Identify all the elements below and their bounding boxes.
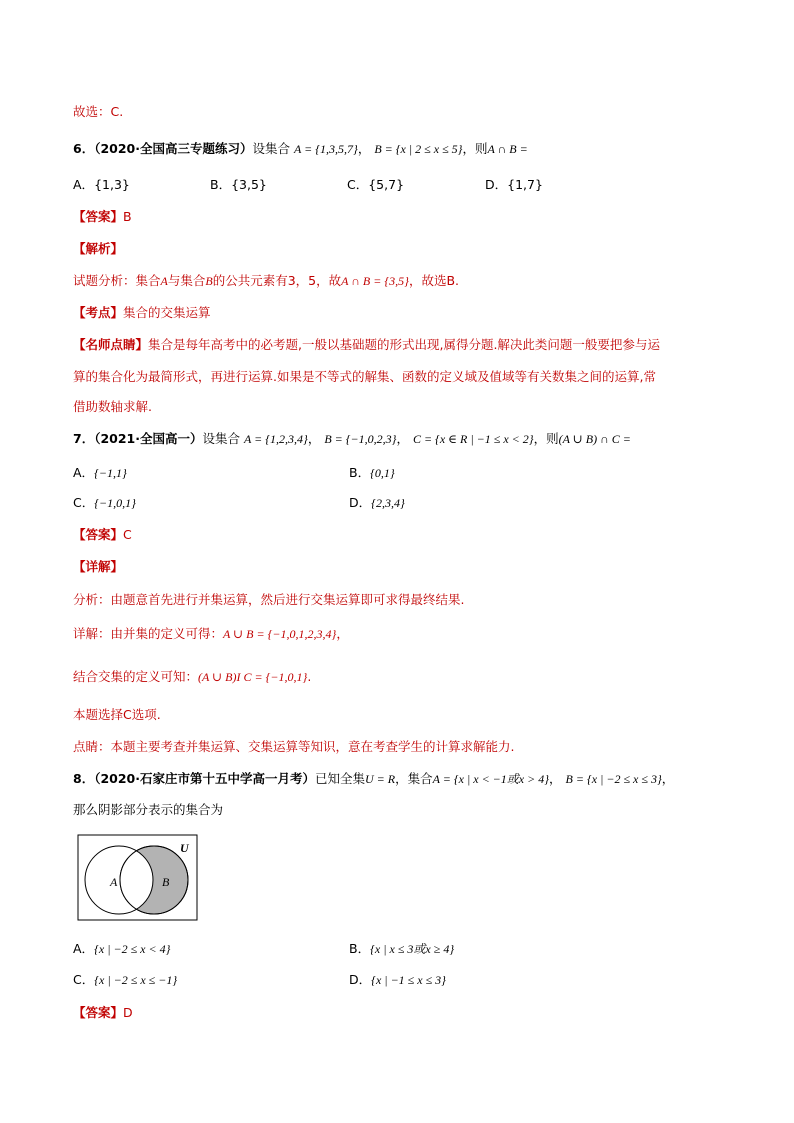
q6-option-d-text: {1,7} [507, 177, 543, 192]
q7-option-d-text: {2,3,4} [371, 496, 405, 510]
q6-kaodian-label: 【考点】 [73, 305, 124, 320]
q8-universe: U = R [365, 772, 396, 786]
q8-source: （2020·石家庄市第十五中学高一月考） [94, 771, 315, 786]
q7-source: （2021·全国高一） [94, 431, 203, 446]
q7-fenxi: 分析：由题意首先进行并集运算，然后进行交集运算即可求得最终结果. [73, 592, 465, 607]
q6-option-c-text: {5,7} [368, 177, 405, 192]
q8-stem-b: ，集合 [395, 771, 433, 786]
q6-mingshi-label: 【名师点睛】 [73, 337, 149, 352]
q6-analysis [73, 272, 459, 290]
q7-choose: 本题选择C选项. [73, 707, 161, 722]
q8-option-a-text: {x | −2 ≤ x < 4} [94, 942, 171, 956]
q7-sep2: ， [396, 431, 409, 446]
q8-stem-line1 [73, 770, 674, 788]
q8-answer [73, 1004, 133, 1022]
q6-analysis-d: ，故 [316, 273, 342, 288]
q8-stem-a: 已知全集 [315, 771, 366, 786]
q7-option-d-letter: D． [349, 495, 372, 510]
q8-answer-value: D [123, 1005, 133, 1020]
q6-analysis-label: 【解析】 [73, 241, 124, 256]
q7-stem [73, 430, 631, 448]
q7-set-c: C = {x ∈ R | −1 ≤ x < 2} [412, 432, 534, 446]
q7-jiehe [73, 668, 311, 686]
q7-set-a: A = {1,2,3,4} [244, 432, 308, 446]
q7-answer-value: C [123, 527, 132, 542]
q7-answer-label: 【答案】 [73, 527, 124, 542]
q8-option-c-letter: C． [73, 972, 95, 987]
q6-option-b-text: {3,5} [231, 177, 267, 192]
q7-xiangjie-expr: A ∪ B = {−1,0,1,2,3,4} [223, 627, 337, 641]
q6-mingshi-l1: 集合是每年高考中的必考题,一般以基础题的形式出现,属得分题.解决此类问题一般要把参与运 [148, 337, 660, 352]
q8-sep1: ， [549, 771, 562, 786]
q8-set-a: A = {x | x < −1或x > 4} [432, 772, 550, 786]
q6-mingshi-line3: 借助数轴求解. [73, 399, 152, 414]
q7-sep1: ， [307, 431, 321, 446]
q6-set-b: B = {x | 2 ≤ x ≤ 5} [374, 142, 463, 156]
q6-option-a-text: {1,3} [94, 177, 130, 192]
q6-set-a: A = {1,3,5,7} [294, 142, 358, 156]
q6-option-d [485, 176, 543, 194]
q6-option-c-letter: C． [347, 177, 369, 192]
q6-answer-value: B [123, 209, 132, 224]
q8-option-d [349, 971, 446, 989]
q8-option-b [349, 940, 454, 958]
q6-analysis-B: B [205, 274, 213, 288]
q6-analysis-b: 与集合 [167, 273, 206, 288]
q7-jiehe-expr: (A ∪ B)I C = {−1,0,1} [198, 670, 308, 684]
q6-option-a-letter: A． [73, 177, 95, 192]
q6-stem [73, 140, 528, 158]
q7-expr: (A ∪ B) ∩ C = [558, 432, 631, 446]
q7-option-a [73, 464, 127, 482]
q6-option-d-letter: D． [485, 177, 508, 192]
q8-option-d-text: {x | −1 ≤ x ≤ 3} [371, 973, 446, 987]
q7-xiangjie-a: 详解：由并集的定义可得： [73, 626, 224, 641]
q6-kaodian-text: 集合的交集运算 [123, 305, 211, 320]
q7-answer [73, 526, 132, 544]
q7-stem-b: ，则 [533, 431, 559, 446]
q8-number: 8． [73, 771, 95, 786]
venn-diagram [77, 834, 199, 922]
q7-option-d [349, 494, 405, 512]
q8-option-c [73, 971, 177, 989]
q6-stem-b: ，则 [462, 141, 488, 156]
q8-option-a-letter: A． [73, 941, 95, 956]
venn-label-a: A [110, 875, 118, 889]
q6-analysis-e: ，故选 [408, 273, 447, 288]
venn-label-b: B [162, 875, 170, 889]
q6-mingshi-line1 [73, 336, 660, 354]
q6-option-a [73, 176, 130, 194]
q6-analysis-expr: A ∩ B = {3,5} [341, 274, 409, 288]
q8-sep2: ， [661, 771, 675, 786]
q5-answer-tail: 故选：C. [73, 104, 124, 119]
q6-option-b [210, 176, 267, 194]
q8-option-a [73, 940, 170, 958]
q7-jiehe-b: . [307, 669, 312, 684]
q7-option-a-letter: A． [73, 465, 95, 480]
q8-option-b-letter: B． [349, 941, 371, 956]
q7-xiangjie-b: ， [336, 626, 349, 641]
q6-analysis-nums: 3，5 [287, 273, 317, 288]
q7-number: 7． [73, 431, 95, 446]
q7-detail-label: 【详解】 [73, 559, 124, 574]
q7-xiangjie [73, 625, 349, 643]
q8-option-c-text: {x | −2 ≤ x ≤ −1} [94, 973, 178, 987]
q7-set-b: B = {−1,0,2,3} [324, 432, 397, 446]
q7-jiehe-a: 结合交集的定义可知： [73, 669, 199, 684]
venn-label-u: U [180, 841, 189, 855]
q6-expr: A ∩ B = [487, 142, 528, 156]
q7-option-c-text: {−1,0,1} [94, 496, 136, 510]
q7-option-a-text: {−1,1} [94, 466, 127, 480]
q7-stem-a: 设集合 [202, 431, 241, 446]
q6-answer [73, 208, 132, 226]
q6-sep1: ， [357, 141, 371, 156]
q8-answer-label: 【答案】 [73, 1005, 124, 1020]
q8-option-d-letter: D． [349, 972, 372, 987]
q8-option-b-text: {x | x ≤ 3或x ≥ 4} [370, 942, 455, 956]
q7-option-b-text: {0,1} [370, 466, 395, 480]
q8-set-b: B = {x | −2 ≤ x ≤ 3} [565, 772, 662, 786]
q7-option-b [349, 464, 395, 482]
q7-option-c-letter: C． [73, 495, 95, 510]
q6-source: （2020·全国高三专题练习） [94, 141, 253, 156]
q6-analysis-A: A [160, 274, 168, 288]
q7-option-c [73, 494, 136, 512]
q6-kaodian [73, 304, 211, 322]
q7-dianjing: 点睛：本题主要考查并集运算、交集运算等知识，意在考查学生的计算求解能力. [73, 739, 515, 754]
q6-analysis-a: 试题分析：集合 [73, 273, 161, 288]
q8-stem-line2: 那么阴影部分表示的集合为 [73, 802, 224, 817]
q6-number: 6． [73, 141, 95, 156]
q6-mingshi-line2: 算的集合化为最简形式，再进行运算.如果是不等式的解集、函数的定义域及值域等有关数集之间的运算,常 [73, 369, 656, 384]
q6-option-b-letter: B． [210, 177, 232, 192]
q7-option-b-letter: B． [349, 465, 371, 480]
q6-option-c [347, 176, 404, 194]
q6-stem-a: 设集合 [252, 141, 291, 156]
q6-answer-label: 【答案】 [73, 209, 124, 224]
q6-analysis-choice: B. [446, 273, 460, 288]
q6-analysis-c: 的公共元素有 [212, 273, 288, 288]
